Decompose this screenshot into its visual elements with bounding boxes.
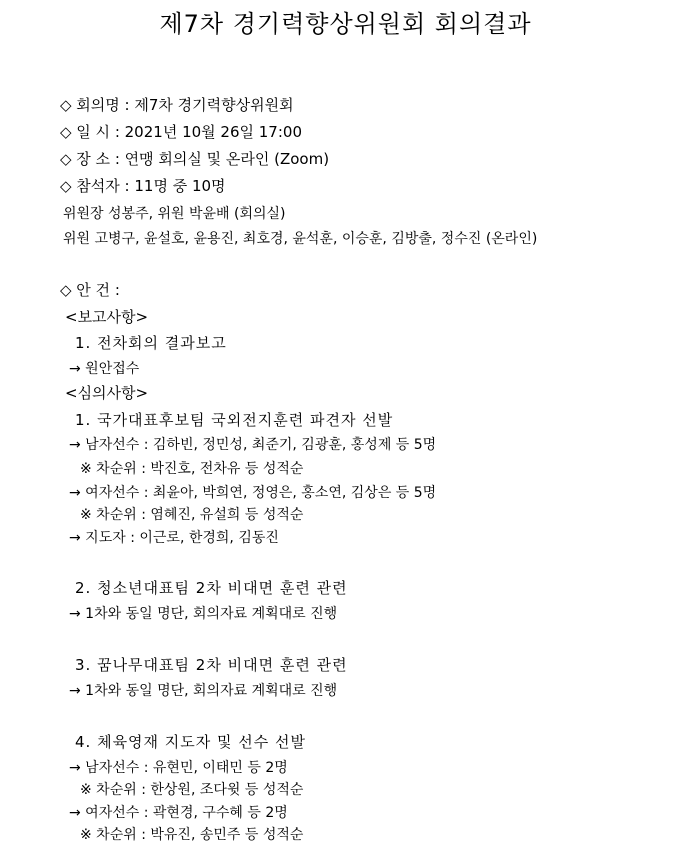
meeting-location: ◇ 장 소 : 연맹 회의실 및 온라인 (Zoom)	[60, 150, 330, 168]
attendees-onsite: 위원장 성봉주, 위원 박윤배 (회의실)	[63, 206, 286, 222]
agenda-header: ◇ 안 건 :	[60, 281, 120, 299]
report-item-title: 1. 전차회의 결과보고	[75, 334, 227, 352]
agenda-item-1-coach: → 지도자 : 이근로, 한경희, 김동진	[69, 530, 279, 546]
agenda-item-4-female: → 여자선수 : 곽현경, 구수혜 등 2명	[69, 805, 288, 821]
agenda-item-2-title: 2. 청소년대표팀 2차 비대면 훈련 관련	[75, 579, 348, 597]
meeting-name: ◇ 회의명 : 제7차 경기력향상위원회	[60, 96, 294, 114]
attendees-count: ◇ 참석자 : 11명 중 10명	[60, 177, 226, 195]
attendees-online: 위원 고병구, 윤설호, 윤용진, 최호경, 윤석훈, 이승훈, 김방출, 정수진 (온라인)	[63, 231, 538, 247]
agenda-item-1-male-next: ※ 차순위 : 박진호, 전차유 등 성적순	[80, 461, 304, 477]
meeting-datetime: ◇ 일 시 : 2021년 10월 26일 17:00	[60, 123, 302, 141]
document-title: 제7차 경기력향상위원회 회의결과	[159, 10, 532, 38]
agenda-item-1-female-next: ※ 차순위 : 염혜진, 유설희 등 성적순	[80, 507, 304, 523]
agenda-item-1-male: → 남자선수 : 김하빈, 정민성, 최준기, 김광훈, 홍성제 등 5명	[69, 437, 437, 453]
report-item-result: → 원안접수	[69, 361, 140, 377]
agenda-item-2-result: → 1차와 동일 명단, 회의자료 계획대로 진행	[69, 606, 338, 622]
deliberation-section-header: <심의사항>	[65, 384, 149, 402]
agenda-item-3-result: → 1차와 동일 명단, 회의자료 계획대로 진행	[69, 683, 338, 699]
agenda-item-4-male: → 남자선수 : 유현민, 이태민 등 2명	[69, 760, 288, 776]
agenda-item-4-female-next: ※ 차순위 : 박유진, 송민주 등 성적순	[80, 827, 304, 843]
agenda-item-1-female: → 여자선수 : 최윤아, 박희연, 정영은, 홍소연, 김상은 등 5명	[69, 485, 437, 501]
agenda-item-4-male-next: ※ 차순위 : 한상원, 조다윗 등 성적순	[80, 782, 304, 798]
agenda-item-4-title: 4. 체육영재 지도자 및 선수 선발	[75, 733, 307, 751]
agenda-item-1-title: 1. 국가대표후보팀 국외전지훈련 파견자 선발	[75, 411, 394, 429]
agenda-item-3-title: 3. 꿈나무대표팀 2차 비대면 훈련 관련	[75, 656, 348, 674]
report-section-header: <보고사항>	[65, 308, 149, 326]
